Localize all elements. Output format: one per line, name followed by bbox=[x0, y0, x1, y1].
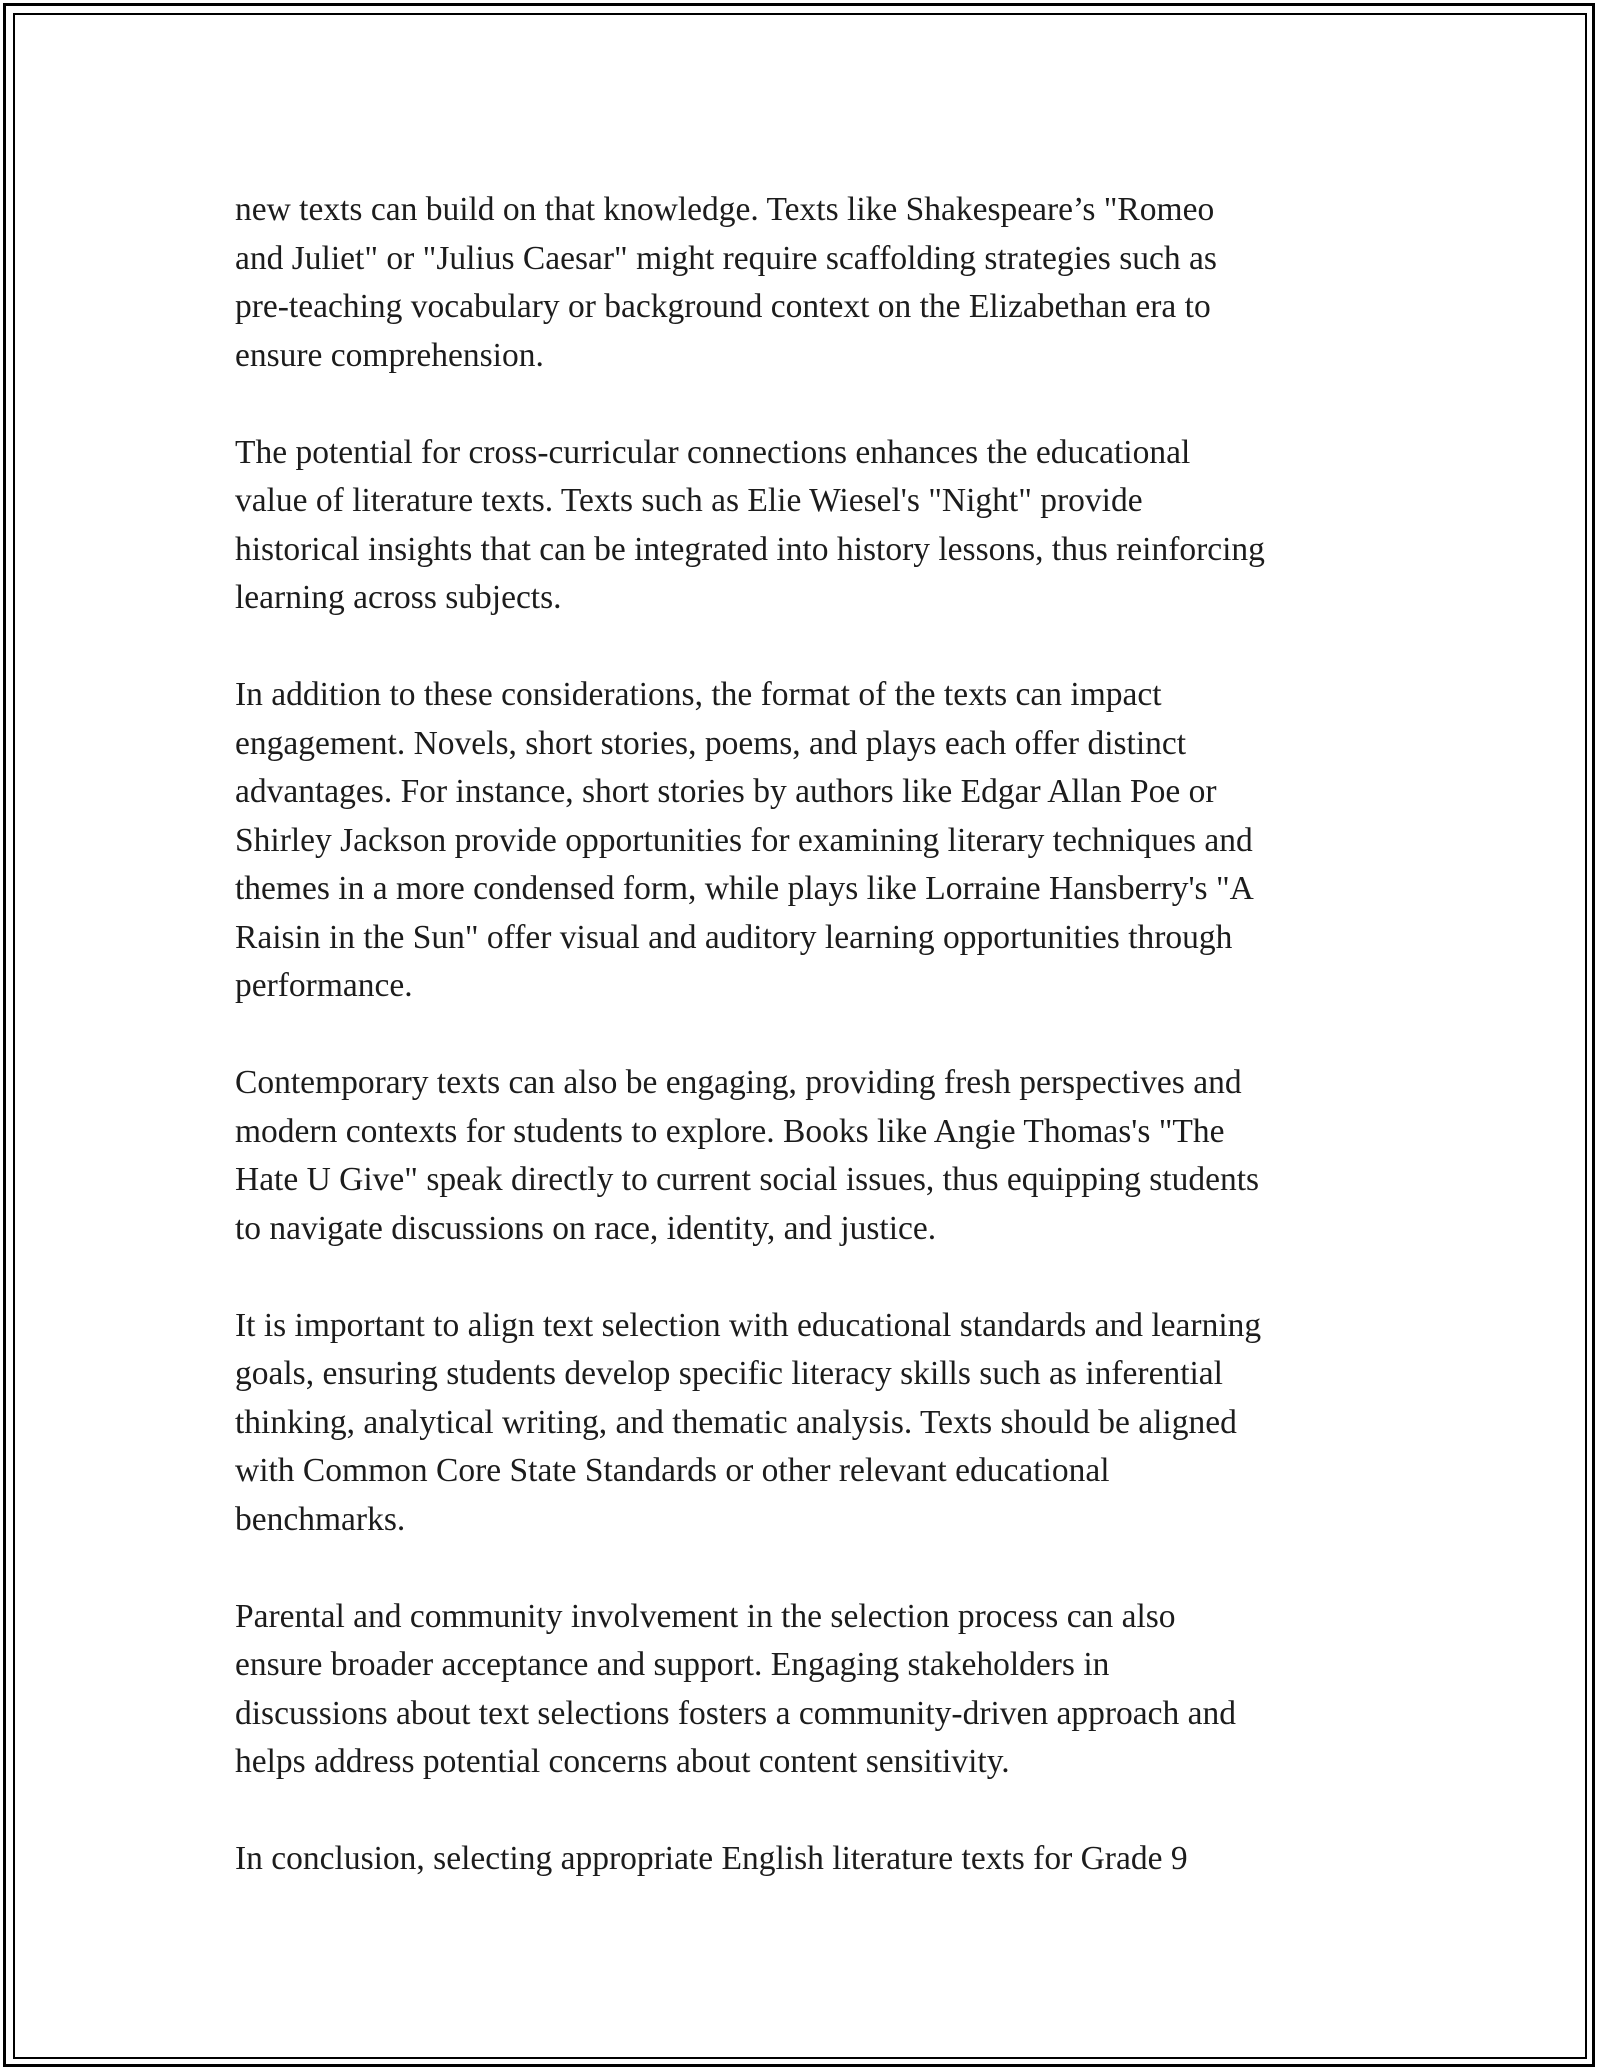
paragraph-prior-knowledge: new texts can build on that knowledge. Texts like Shakespeare’s "Romeo and Juliet" or "Julius Caesar" might require scaffolding strategies such as pre-teaching vocabulary or background context on the Elizabethan era to ensure comprehension. bbox=[235, 191, 1217, 374]
paragraph-cross-curricular: The potential for cross-curricular connections enhances the educational value of literature texts. Texts such as Elie Wiesel's "Night" provide historical insights that can be integrated into history lessons, thus reinforcing learning across subjects. bbox=[235, 433, 1265, 616]
paragraph-text-format: In addition to these considerations, the format of the texts can impact engagement. Novels, short stories, poems, and plays each offer distinct advantages. For instance, short stories by authors like Edgar Allan Poe or Shirley Jackson provide opportunities for examining literary techniques and themes in a more condensed form, while plays like Lorraine Hansberry's "A Raisin in the Sun" offer visual and auditory learning opportunities through performance. bbox=[235, 676, 1254, 1004]
document-body bbox=[235, 186, 1395, 1884]
paragraph-contemporary-texts: Contemporary texts can also be engaging, providing fresh perspectives and modern contexts for students to explore. Books like Angie Thomas's "The Hate U Give" speak directly to current social issues, thus equipping students to navigate discussions on race, identity, and justice. bbox=[235, 1064, 1260, 1247]
paragraph-educational-standards: It is important to align text selection with educational standards and learning goals, ensuring students develop specific literacy skills such as inferential thinking, analytical writing, and thematic analysis. Texts should be aligned with Common Core State Standards or other relevant educational benchmarks. bbox=[235, 1306, 1262, 1538]
paragraph-community-involvement: Parental and community involvement in the selection process can also ensure broader acceptance and support. Engaging stakeholders in discussions about text selections fosters a community-driven approach and helps address potential concerns about content sensitivity. bbox=[235, 1597, 1237, 1780]
paragraph-conclusion: In conclusion, selecting appropriate English literature texts for Grade 9 bbox=[235, 1840, 1188, 1877]
